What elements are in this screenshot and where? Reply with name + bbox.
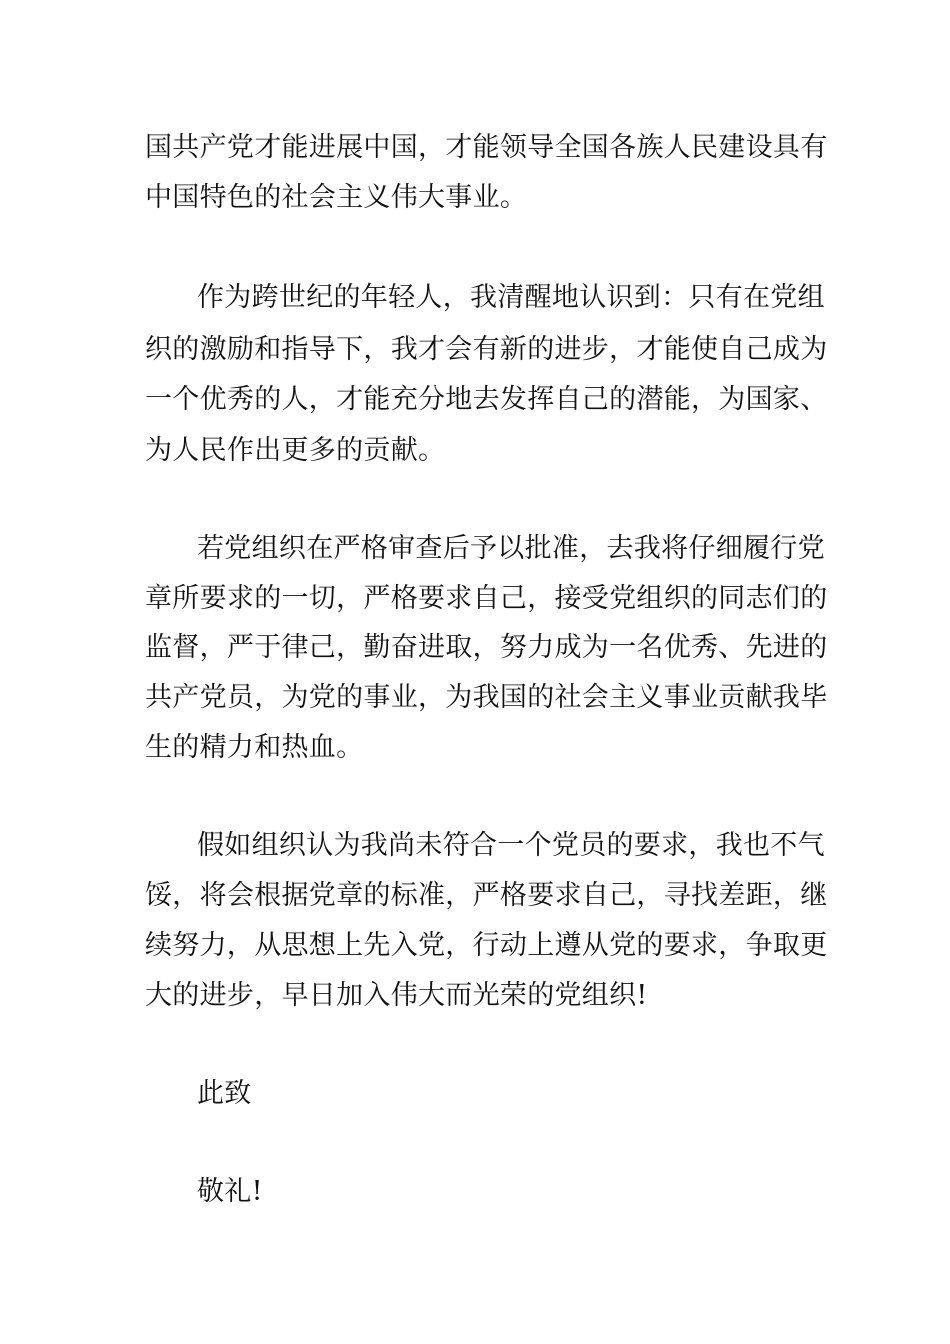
paragraph-line: 假如组织认为我尚未符合一个党员的要求，我也不气 <box>197 830 825 861</box>
paragraph-line: 织的激励和指导下，我才会有新的进步，才能使自己成为 <box>145 334 828 365</box>
paragraph-line: 为人民作出更多的贡献。 <box>145 435 446 466</box>
paragraph-line: 馁，将会根据党章的标准，严格要求自己，寻找差距，继 <box>145 880 828 911</box>
paragraph-line: 国共产党才能进展中国，才能领导全国各族人民建设具有 <box>145 132 828 163</box>
paragraph-line: 生的精力和热血。 <box>145 732 364 763</box>
paragraph-line: 章所要求的一切，严格要求自己，接受党组织的同志们的 <box>145 583 828 614</box>
paragraph-line: 监督，严于律己，勤奋进取，努力成为一名优秀、先进的 <box>145 632 828 663</box>
closing-salutation: 此致 <box>197 1078 252 1109</box>
paragraph-line: 大的进步，早日加入伟大而光荣的党组织! <box>145 980 648 1011</box>
paragraph-line: 若党组织在严格审查后予以批准，去我将仔细履行党 <box>197 533 825 564</box>
paragraph-line: 共产党员，为党的事业，为我国的社会主义事业贡献我毕 <box>145 682 828 713</box>
closing-respects: 敬礼! <box>197 1176 263 1207</box>
paragraph-line: 中国特色的社会主义伟大事业。 <box>145 182 528 213</box>
paragraph-line: 续努力，从思想上先入党，行动上遵从党的要求，争取更 <box>145 930 828 961</box>
paragraph-line: 一个优秀的人，才能充分地去发挥自己的潜能，为国家、 <box>145 384 828 415</box>
paragraph-line: 作为跨世纪的年轻人，我清醒地认识到：只有在党组 <box>197 282 825 313</box>
